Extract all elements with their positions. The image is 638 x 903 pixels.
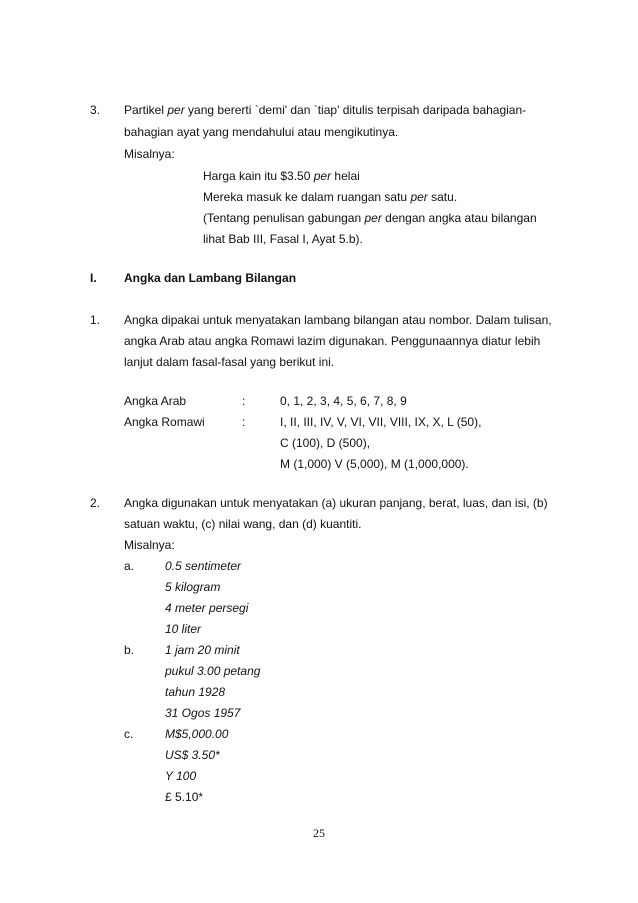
item-3-line-2: bahagian ayat yang mendahului atau mengikutinya.	[124, 125, 399, 139]
angka-romawi-value-3: M (1,000) V (5,000), M (1,000,000).	[280, 457, 469, 471]
list-c-item: US$ 3.50*	[165, 748, 220, 762]
section-title: Angka dan Lambang Bilangan	[124, 271, 297, 285]
list-b-label: b.	[124, 643, 135, 657]
item-2-number: 2.	[90, 496, 101, 510]
section-number: I.	[90, 271, 97, 285]
list-b-item: tahun 1928	[165, 685, 226, 699]
list-c-item: M$5,000.00	[165, 727, 229, 741]
item-1-line-3: lanjut dalam fasal-fasal yang berikut ini.	[124, 355, 335, 369]
item-3-example-3: (Tentang penulisan gabungan per dengan angka atau bilangan	[203, 211, 537, 225]
angka-arab-value: 0, 1, 2, 3, 4, 5, 6, 7, 8, 9	[280, 394, 407, 408]
list-c-item: Y 100	[165, 769, 197, 783]
list-a-item: 4 meter persegi	[165, 601, 249, 615]
item-3-line-1: Partikel per yang bererti `demi' dan `tiap' ditulis terpisah daripada bahagian-	[124, 103, 527, 117]
item-2-misalnya: Misalnya:	[124, 538, 175, 552]
angka-romawi-label: Angka Romawi	[124, 415, 205, 429]
angka-romawi-value-2: C (100), D (500),	[280, 436, 371, 450]
item-3-example-4: lihat Bab III, Fasal I, Ayat 5.b).	[203, 232, 363, 246]
list-c-label: c.	[124, 727, 134, 741]
list-a-item: 0.5 sentimeter	[165, 559, 242, 573]
list-b-item: 1 jam 20 minit	[165, 643, 240, 657]
angka-arab-label: Angka Arab	[124, 394, 187, 408]
angka-romawi-colon: :	[242, 415, 246, 429]
angka-romawi-value-1: I, II, III, IV, V, VI, VII, VIII, IX, X, L (50),	[280, 415, 482, 429]
item-3-example-2: Mereka masuk ke dalam ruangan satu per satu.	[203, 190, 458, 204]
item-3-example-1: Harga kain itu $3.50 per helai	[203, 169, 360, 183]
list-a-item: 10 liter	[165, 622, 202, 636]
item-3-misalnya: Misalnya:	[124, 147, 175, 161]
angka-arab-colon: :	[242, 394, 246, 408]
list-c-item: £ 5.10*	[165, 790, 204, 804]
list-b-item: 31 Ogos 1957	[165, 706, 241, 720]
item-3-number: 3.	[90, 103, 101, 117]
list-b-item: pukul 3.00 petang	[165, 664, 261, 678]
item-1-line-2: angka Arab atau angka Romawi lazim digunakan. Penggunaannya diatur lebih	[124, 334, 541, 348]
list-a-item: 5 kilogram	[165, 580, 221, 594]
item-1-number: 1.	[90, 313, 101, 327]
item-2-line-1: Angka digunakan untuk menyatakan (a) ukuran panjang, berat, luas, dan isi, (b)	[124, 496, 548, 510]
list-a-label: a.	[124, 559, 135, 573]
page-number: 25	[313, 826, 325, 840]
item-2-line-2: satuan waktu, (c) nilai wang, dan (d) kuantiti.	[124, 517, 362, 531]
item-1-line-1: Angka dipakai untuk menyatakan lambang bilangan atau nombor. Dalam tulisan,	[124, 313, 552, 327]
